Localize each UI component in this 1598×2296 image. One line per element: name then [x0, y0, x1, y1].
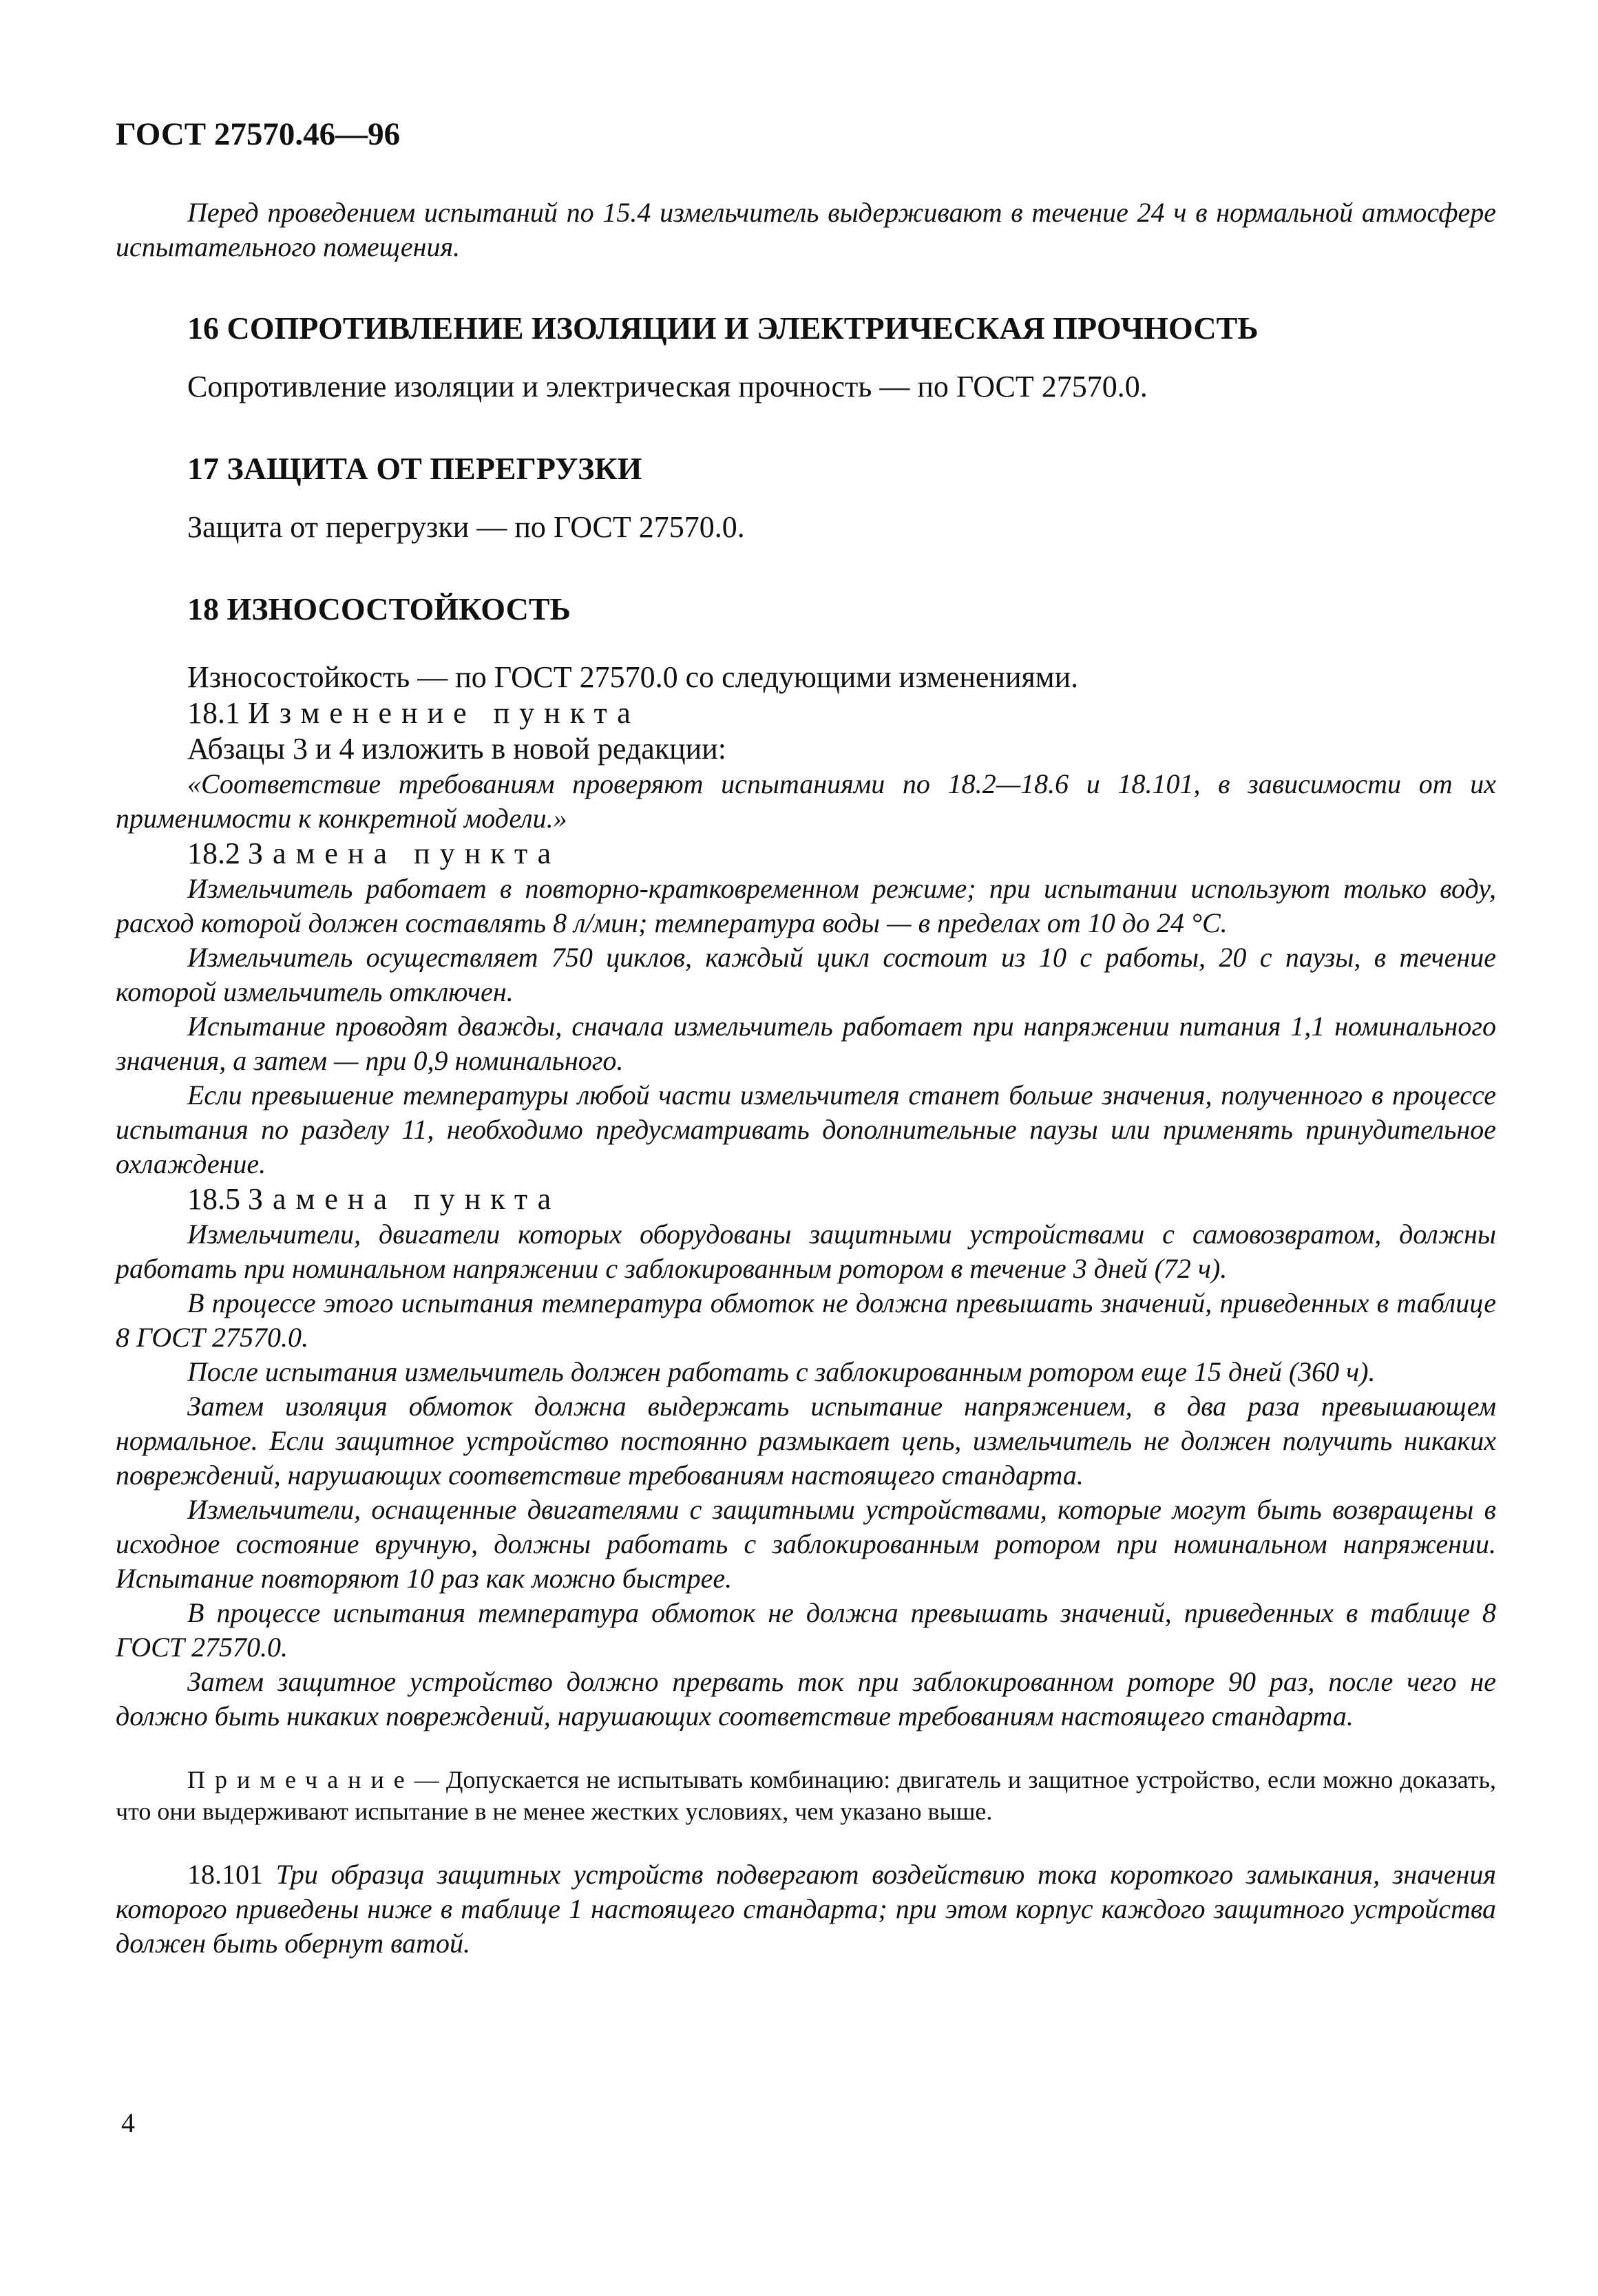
clause-18-2-heading [116, 836, 1496, 872]
clause-18-2-label: Замена пункта [248, 836, 561, 870]
document-header: ГОСТ 27570.46—96 [116, 116, 401, 152]
clause-18-5-p5: Измельчители, оснащенные двигателями с защитными устройствами, которые могут быть возвращены в исходное состояние вручную, должны работать с заблокированным ротором при номинальном напряжении. Испытание повторяют 10 раз как можно быстрее. [116, 1494, 1496, 1594]
section-18-title: 18 ИЗНОСОСТОЙКОСТЬ [187, 591, 571, 626]
note-paragraph [116, 1764, 1496, 1827]
page-number: 4 [121, 2107, 135, 2138]
clause-18-2-p2: Измельчитель осуществляет 750 циклов, каждый цикл состоит из 10 с работы, 20 с паузы, в течение которой измельчитель отключен. [116, 942, 1496, 1007]
clause-18-5-heading [116, 1181, 1496, 1217]
clause-18-1-number: 18.1 [187, 696, 240, 730]
clause-18-5-p6: В процессе испытания температура обмоток не должна превышать значений, приведенных в таблице 8 ГОСТ 27570.0. [116, 1597, 1496, 1663]
clause-18-2-p4: Если превышение температуры любой части измельчителя станет больше значения, полученного в процессе испытания по разделу 11, необходимо предусматривать дополнительные паузы или применять принудительное охлаждение. [116, 1079, 1496, 1179]
clause-18-5-label: Замена пункта [248, 1182, 561, 1216]
clause-18-2-number: 18.2 [187, 836, 240, 870]
clause-18-1-p1: Абзацы 3 и 4 изложить в новой редакции: [187, 732, 726, 766]
clause-18-1-heading [116, 695, 1496, 731]
clause-18-5-p4: Затем изоляция обмоток должна выдержать испытание напряжением, в два раза превышающем нормальное. Если защитное устройство постоянно размыкает цепь, измельчитель не должен получить никаких повреждений, нарушающих соответствие требованиям настоящего стандарта. [116, 1391, 1496, 1491]
clause-18-5-number: 18.5 [187, 1182, 240, 1216]
clause-18-101 [116, 1857, 1496, 1961]
clause-18-2-p3: Испытание проводят дважды, сначала измельчитель работает при напряжении питания 1,1 номинального значения, а затем — при 0,9 номинального. [116, 1011, 1496, 1076]
section-17-text: Защита от перегрузки — по ГОСТ 27570.0. [187, 510, 745, 544]
intro-paragraph: Перед проведением испытаний по 15.4 измельчитель выдерживают в течение 24 ч в нормальной атмосфере испытательного помещения. [116, 197, 1496, 262]
section-16-text: Сопротивление изоляции и электрическая прочность — по ГОСТ 27570.0. [187, 370, 1148, 403]
clause-18-1-label: Изменение пункта [248, 696, 640, 730]
note-text: — Допускается не испытывать комбинацию: двигатель и защитное устройство, если можно доказать, что они выдерживают испытание в не менее жестких условиях, чем указано выше. [116, 1766, 1496, 1825]
clause-18-1-p2: «Соответствие требованиям проверяют испытаниями по 18.2—18.6 и 18.101, в зависимости от их применимости к конкретной модели.» [116, 768, 1496, 834]
section-17-title: 17 ЗАЩИТА ОТ ПЕРЕГРУЗКИ [187, 451, 642, 486]
section-18-text: Износостойкость — по ГОСТ 27570.0 со следующими изменениями. [187, 660, 1079, 694]
note-label: Примечание [187, 1766, 414, 1793]
page-content [116, 116, 1496, 1961]
section-16-title: 16 СОПРОТИВЛЕНИЕ ИЗОЛЯЦИИ И ЭЛЕКТРИЧЕСКАЯ ПРОЧНОСТЬ [187, 310, 1259, 346]
clause-18-101-text: Три образца защитных устройств подвергают воздействию тока короткого замыкания, значения которого приведены ниже в таблице 1 настоящего стандарта; при этом корпус каждого защитного устройства должен быть обернут ватой. [116, 1859, 1496, 1959]
clause-18-5-p2: В процессе этого испытания температура обмоток не должна превышать значений, приведенных в таблице 8 ГОСТ 27570.0. [116, 1287, 1496, 1353]
clause-18-101-number: 18.101 [187, 1859, 263, 1890]
clause-18-5-p3: После испытания измельчитель должен работать с заблокированным ротором еще 15 дней (360 ч). [187, 1356, 1376, 1387]
clause-18-2-p1: Измельчитель работает в повторно-кратковременном режиме; при испытании используют только воду, расход которой должен составлять 8 л/мин; температура воды — в пределах от 10 до 24 °С. [116, 873, 1496, 938]
clause-18-5-p7: Затем защитное устройство должно прервать ток при заблокированном роторе 90 раз, после чего не должно быть никаких повреждений, нарушающих соответствие требованиям настоящего стандарта. [116, 1666, 1496, 1731]
clause-18-5-p1: Измельчители, двигатели которых оборудованы защитными устройствами с самовозвратом, должны работать при номинальном напряжении с заблокированным ротором в течение 3 дней (72 ч). [116, 1219, 1496, 1284]
